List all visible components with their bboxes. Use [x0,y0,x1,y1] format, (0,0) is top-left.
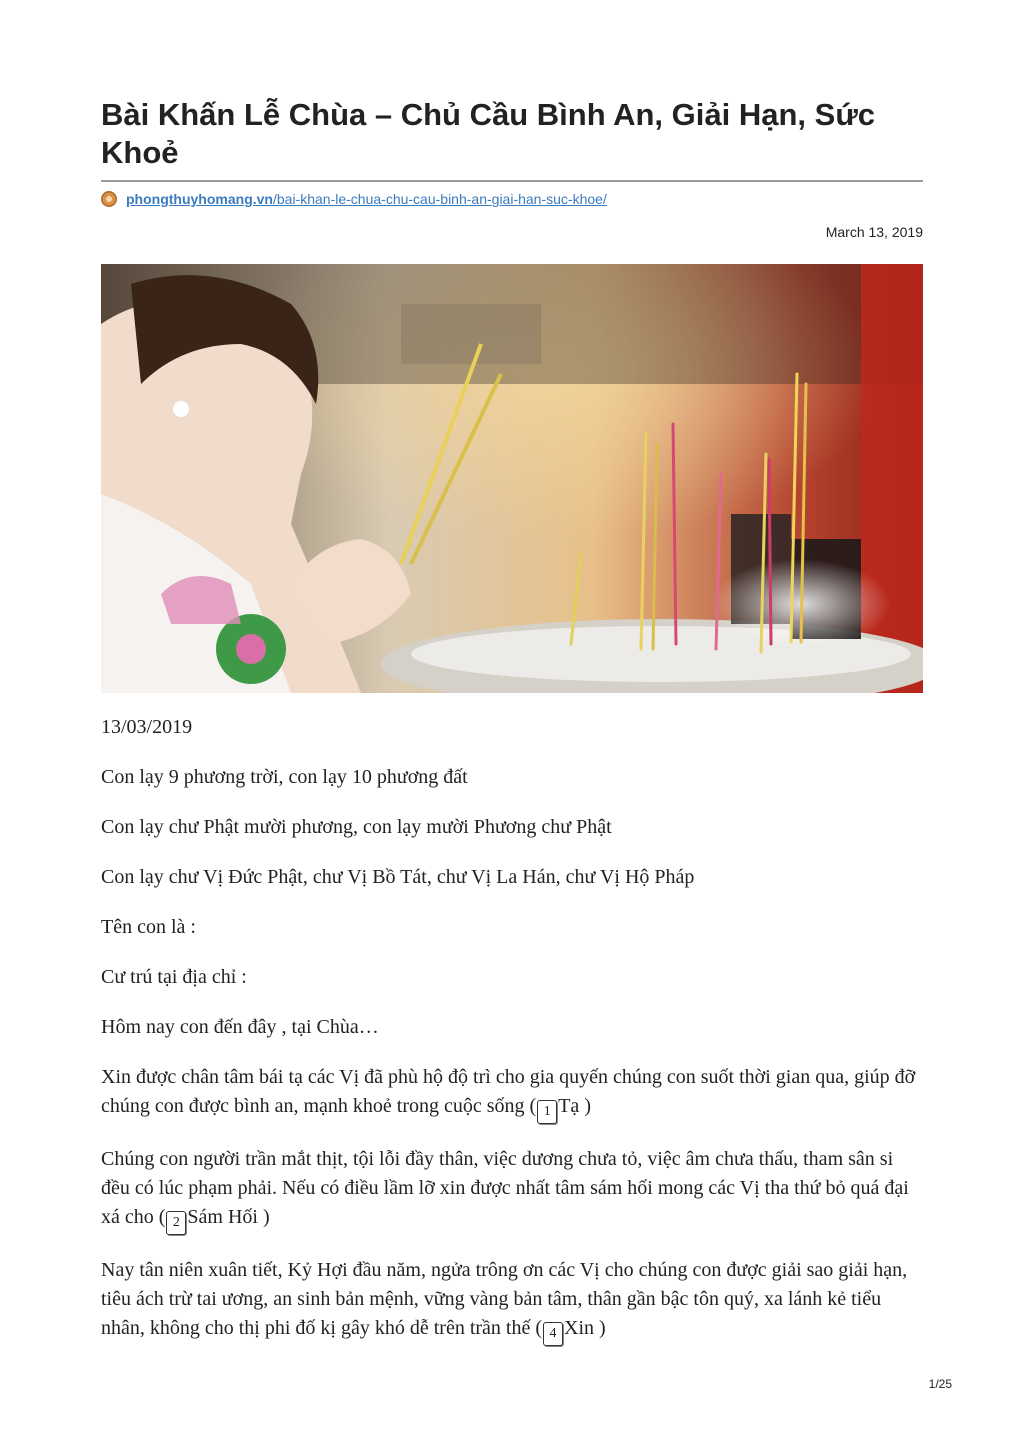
site-favicon-icon [101,191,117,207]
body-paragraph: Hôm nay con đến đây , tại Chùa… [101,1016,379,1038]
note-marker: 4 [543,1322,563,1346]
source-link[interactable] [126,191,607,207]
source-line [101,189,607,209]
hero-image [101,264,923,693]
body-paragraph: Chúng con người trần mắt thịt, tội lỗi đầy thân, việc dương chưa tỏ, việc âm chưa thấu, tham sân si đều có lúc phạm phải. Nếu có điều lầm lỡ xin được nhất tâm sám hối mong các Vị tha thứ bỏ quá đại xá cho ( 2 Sám Hối ) [101,1145,923,1235]
article-body [101,713,923,1367]
note-marker: 1 [537,1100,557,1124]
page-number: 1/25 [928,1377,952,1391]
article-title: Bài Khấn Lễ Chùa – Chủ Cầu Bình An, Giải Hạn, Sức Khoẻ [101,97,876,170]
body-paragraph: Con lạy chư Vị Đức Phật, chư Vị Bồ Tát, chư Vị La Hán, chư Vị Hộ Pháp [101,866,695,888]
source-path: /bai-khan-le-chua-chu-cau-binh-an-giai-han-suc-khoe/ [272,191,607,207]
body-paragraph: Nay tân niên xuân tiết, Kỷ Hợi đầu năm, ngửa trông ơn các Vị cho chúng con được giải sao giải hạn, tiêu ách trừ tai ương, an sinh bản mệnh, vững vàng bản tâm, thân gần bậc tôn quý, xa lánh kẻ tiểu nhân, không cho thị phi đố kị gây khó dễ trên trần thế ( 4 Xin ) [101,1256,923,1346]
source-domain: phongthuyhomang.vn [126,191,273,207]
title-divider [101,180,923,182]
body-paragraph: Tên con là : [101,916,196,938]
body-paragraph: Con lạy chư Phật mười phương, con lạy mười Phương chư Phật [101,816,612,838]
publish-date: March 13, 2019 [825,224,923,240]
note-marker: 2 [166,1211,186,1235]
body-paragraph: 13/03/2019 [101,716,193,738]
body-paragraph: Cư trú tại địa chỉ : [101,966,247,988]
body-paragraph: Con lạy 9 phương trời, con lạy 10 phương đất [101,766,468,788]
body-paragraph: Xin được chân tâm bái tạ các Vị đã phù hộ độ trì cho gia quyến chúng con suốt thời gian qua, giúp đỡ chúng con được bình an, mạnh khoẻ trong cuộc sống ( 1 Tạ ) [101,1063,923,1124]
